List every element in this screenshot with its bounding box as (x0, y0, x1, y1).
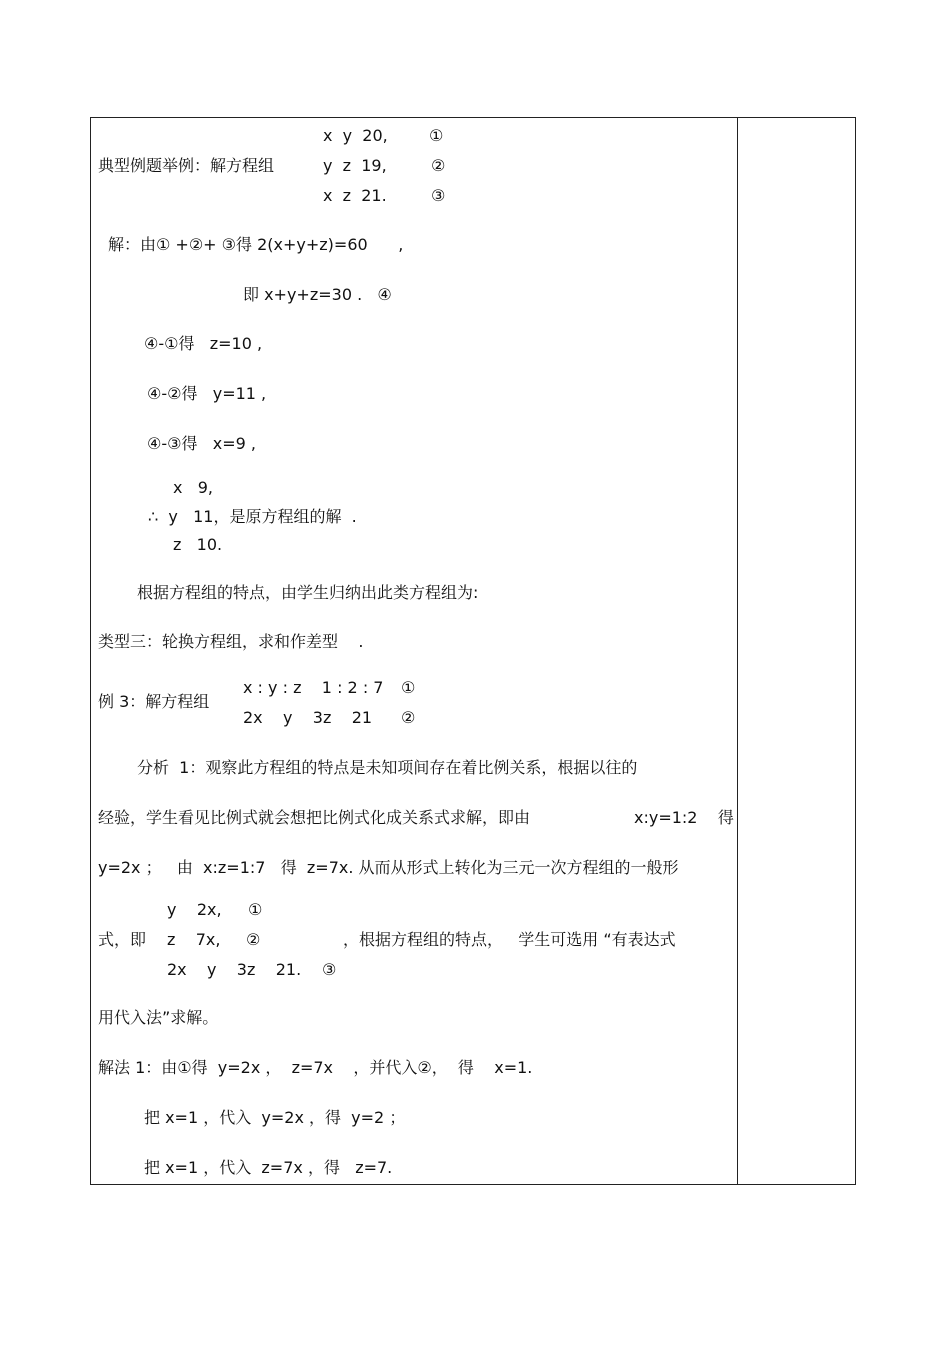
solution-line-5: ④-③得 x=9 , (147, 434, 256, 453)
result-y: ∴ y 11，是原方程组的解 . (148, 507, 357, 526)
system-eq-2: y z 19, (323, 156, 387, 175)
ex3-marker-1: ① (401, 678, 416, 697)
derived-marker-1: ① (248, 900, 263, 919)
example3-label: 例 3：解方程组 (98, 692, 210, 711)
derived-eq-3: 2x y 3z 21. (167, 960, 302, 979)
solution-line-4: ④-②得 y=11 , (147, 384, 267, 403)
analysis-line-5: 用代入法”求解。 (98, 1008, 219, 1027)
eq-marker-2: ② (431, 156, 446, 175)
analysis-line-2-end: x:y=1:2 得 (634, 808, 734, 827)
analysis-system-suffix: ，根据方程组的特点， 学生可选用 “有表达式 (343, 930, 676, 949)
solution-line-3: ④-①得 z=10 , (144, 334, 263, 353)
type-three-heading: 类型三：轮换方程组，求和作差型 . (98, 632, 364, 651)
analysis-line-3: y=2x ； 由 x:z=1:7 得 z=7x. 从而从形式上转化为三元一次方程组的一般形 (98, 858, 679, 877)
result-z: z 10. (173, 535, 223, 554)
analysis-line-2: 经验，学生看见比例式就会想把比例式化成关系式求解，即由 (98, 808, 531, 827)
analysis-system-prefix: 式，即 (98, 930, 147, 949)
example-label: 典型例题举例：解方程组 (98, 156, 275, 175)
system-eq-1: x y 20, (323, 126, 388, 145)
derived-marker-2: ② (246, 930, 261, 949)
eq-marker-1: ① (429, 126, 444, 145)
method1-line-2: 把 x=1 ，代入 y=2x ，得 y=2 ； (144, 1108, 406, 1127)
ex3-eq-2: 2x y 3z 21 (243, 708, 373, 727)
summary-text: 根据方程组的特点，由学生归纳出此类方程组为: (137, 583, 479, 602)
eq-marker-3: ③ (431, 186, 446, 205)
table-column-divider (737, 117, 738, 1185)
derived-eq-2: z 7x, (167, 930, 221, 949)
method1-line-3: 把 x=1 ，代入 z=7x ，得 z=7. (144, 1158, 393, 1177)
solution-line-2: 即 x+y+z=30 . ④ (243, 285, 392, 304)
system-eq-3: x z 21. (323, 186, 387, 205)
solution-line-1: 解：由① +②+ ③得 2(x+y+z)=60 , (108, 235, 404, 254)
result-x: x 9, (173, 478, 213, 497)
derived-eq-1: y 2x, (167, 900, 222, 919)
method1-line-1: 解法 1：由①得 y=2x ， z=7x ，并代入②， 得 x=1. (98, 1058, 533, 1077)
analysis-line-1: 分析 1：观察此方程组的特点是未知项间存在着比例关系，根据以往的 (137, 758, 638, 777)
derived-marker-3: ③ (322, 960, 337, 979)
ex3-marker-2: ② (401, 708, 416, 727)
ex3-eq-1: x : y : z 1 : 2 : 7 (243, 678, 384, 697)
